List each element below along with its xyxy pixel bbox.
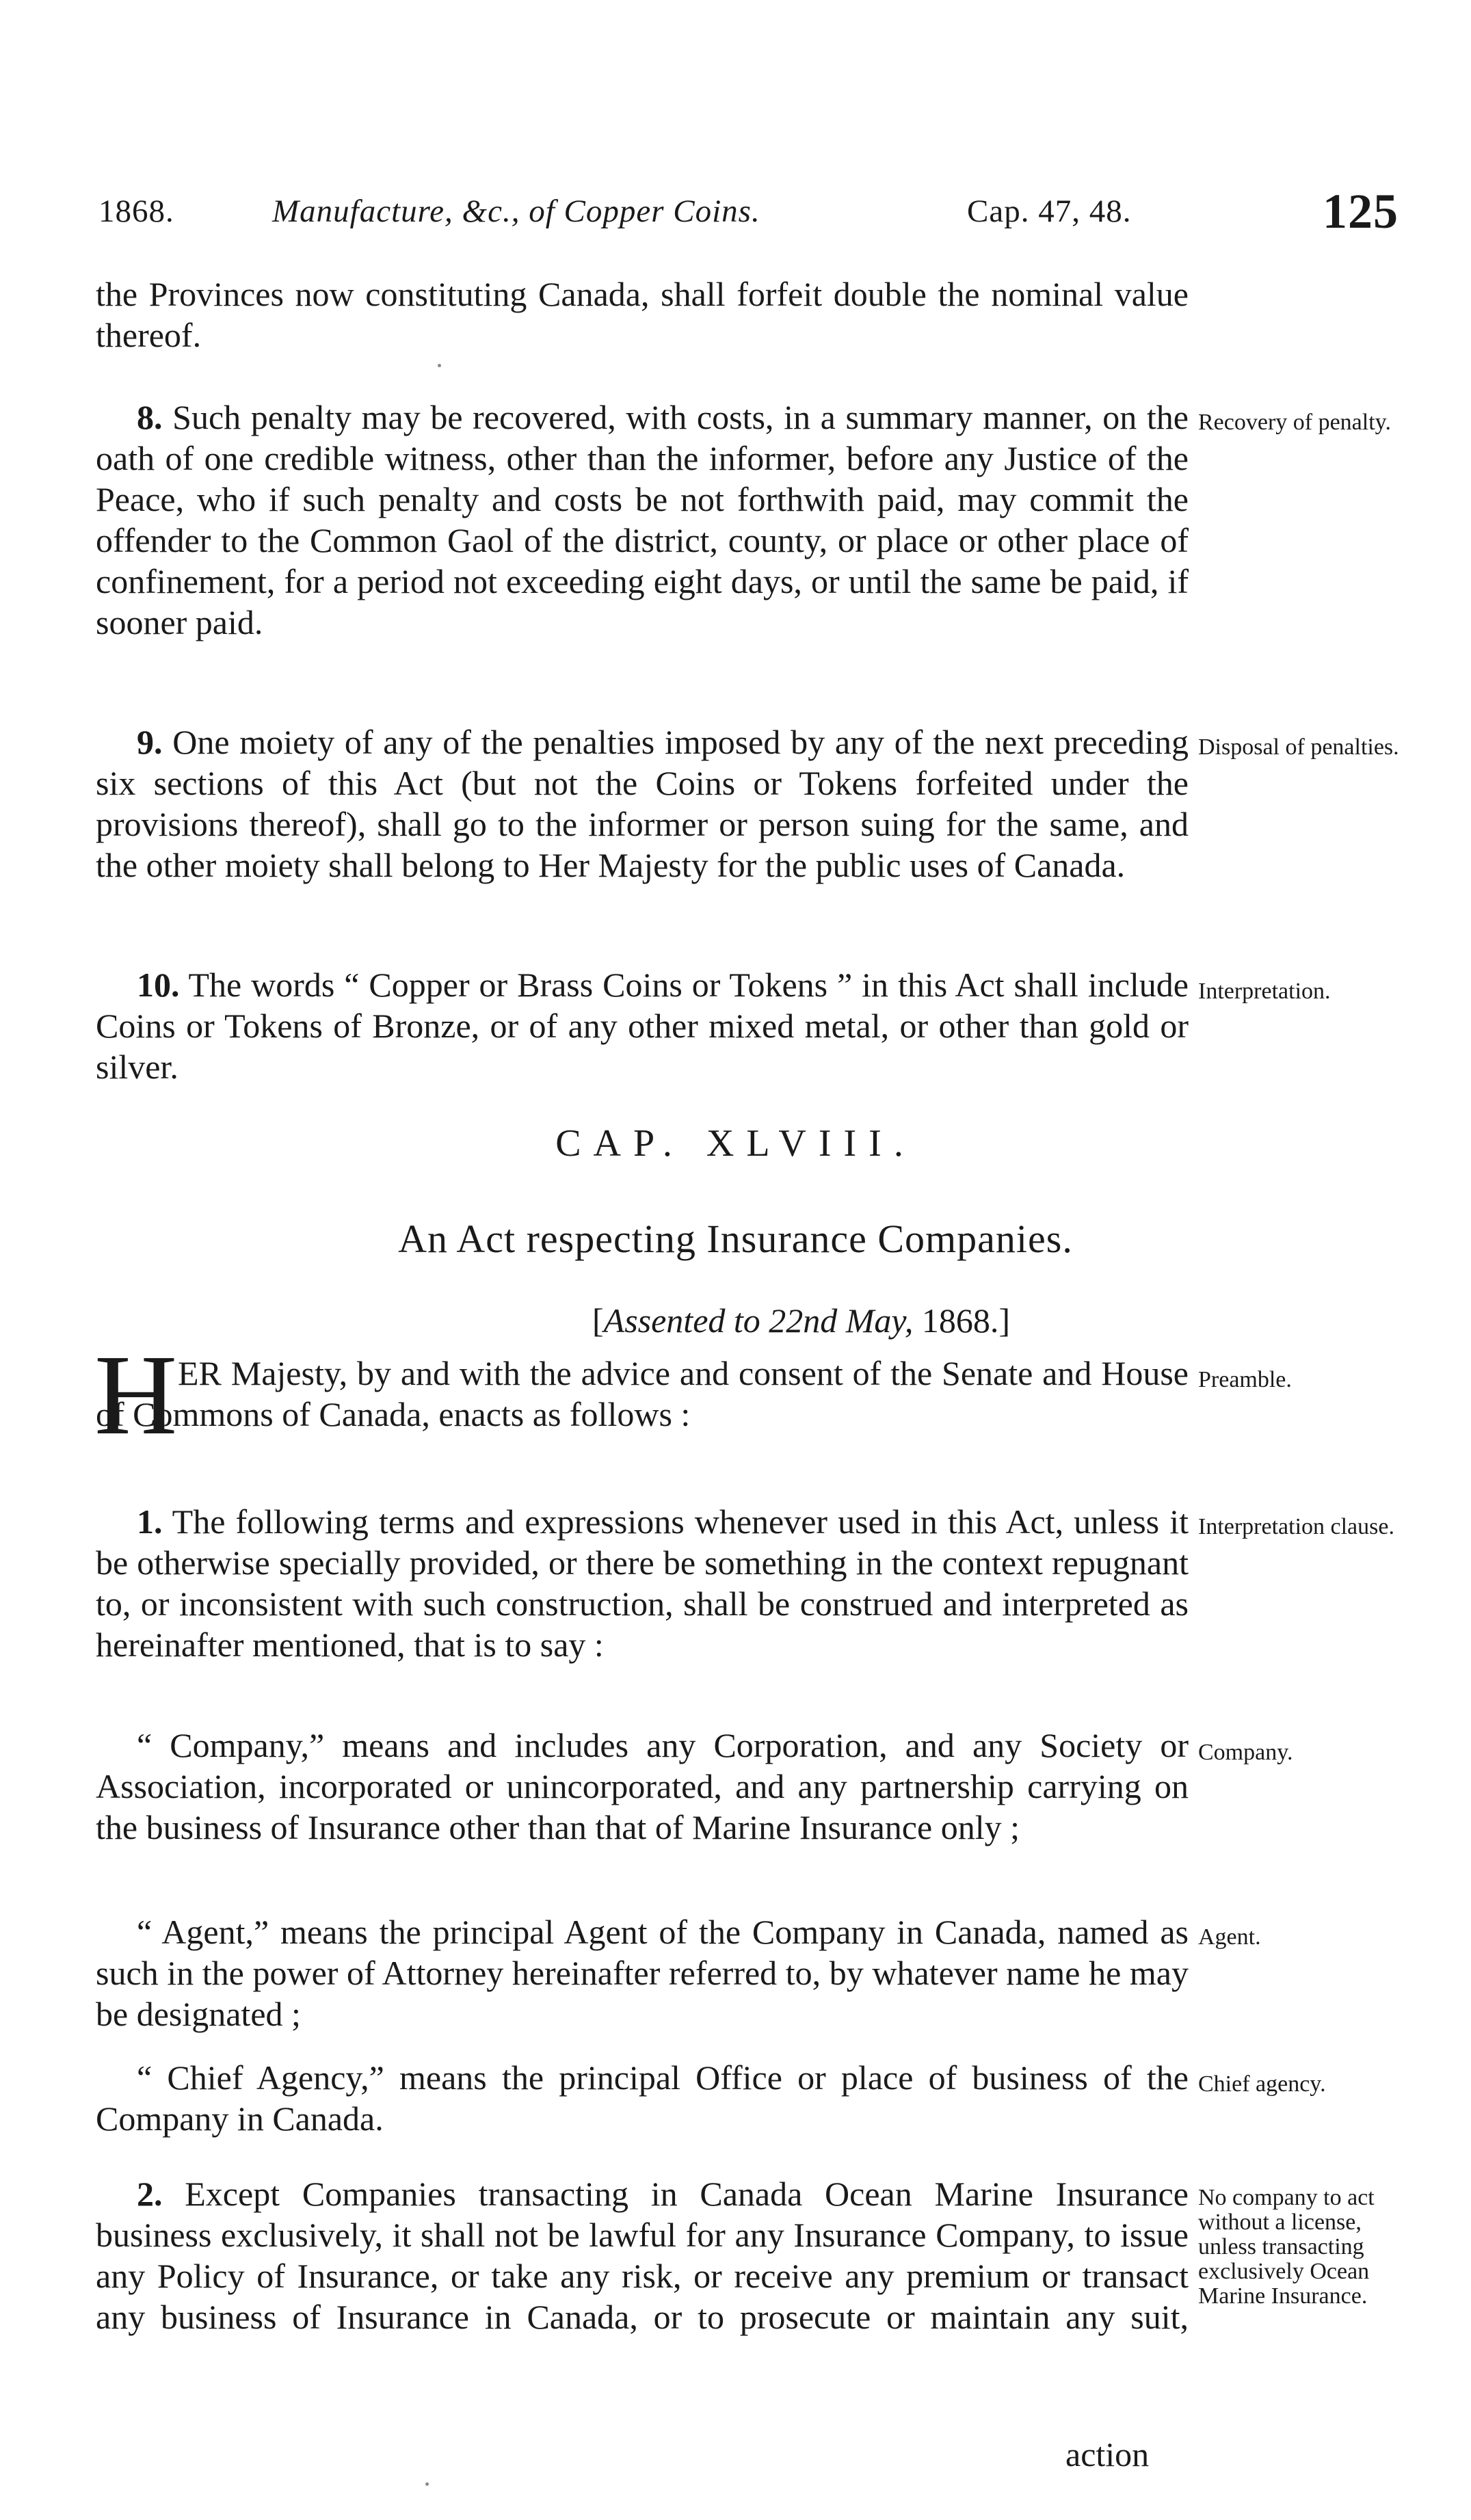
- section-9-number: 9.: [137, 723, 163, 761]
- section-9: [96, 721, 1189, 886]
- margin-note-recovery: Recovery of penalty.: [1198, 410, 1391, 435]
- header-chapter: Cap. 47, 48.: [967, 194, 1132, 229]
- margin-note-interpretation-clause: Interpretation clause.: [1198, 1514, 1394, 1539]
- assent-text: Assented to 22nd May,: [603, 1301, 914, 1340]
- margin-note-no-company: No company to act without a license, unless transacting exclusively Ocean Marine Insurance.: [1198, 2185, 1375, 2309]
- act-title: An Act respecting Insurance Companies.: [398, 1217, 1073, 1261]
- section-10-text: The words “ Copper or Brass Coins or Tokens ” in this Act shall include Coins or Tokens of Bronze, or of any other mixed metal, or other than gold or silver.: [96, 966, 1189, 1086]
- chapter-heading: CAP. XLVIII.: [555, 1122, 916, 1165]
- ink-speck: [425, 2482, 429, 2486]
- assent-date: [592, 1301, 1010, 1340]
- header-title: Manufacture, &c., of Copper Coins.: [272, 194, 760, 229]
- section-2-number: 2.: [137, 2175, 163, 2213]
- margin-note-interpretation: Interpretation.: [1198, 979, 1331, 1004]
- section-1: [96, 1501, 1189, 1665]
- definition-company: “ Company,” means and includes any Corporation, and any Society or Association, incorporated or unincorporated, and any partnership carrying on the business of Insurance other than that of Marine Insurance only ;: [96, 1726, 1189, 1846]
- definition-chief-agency: “ Chief Agency,” means the principal Office or place of business of the Company in Canada.: [96, 2058, 1189, 2138]
- section-1-number: 1.: [137, 1502, 163, 1541]
- catchword: action: [1065, 2435, 1150, 2473]
- section-8: [96, 397, 1189, 643]
- section-1-text: The following terms and expressions whenever used in this Act, unless it be otherwise specially provided, or there be something in the context repugnant to, or inconsistent with such construction, shall be construed and interpreted as hereinafter mentioned, that is to say :: [96, 1502, 1189, 1664]
- margin-note-agent: Agent.: [1198, 1924, 1261, 1950]
- preamble-dropcap: H: [94, 1331, 178, 1459]
- margin-note-chief-agency: Chief agency.: [1198, 2071, 1326, 2097]
- header-year: 1868.: [98, 194, 174, 229]
- margin-note-company: Company.: [1198, 1740, 1293, 1765]
- page-number: 125: [1323, 184, 1399, 239]
- definition-agent: “ Agent,” means the principal Agent of the Company in Canada, named as such in the power of Attorney hereinafter referred to, by whatever name he may be designated ;: [96, 1913, 1189, 2033]
- assent-open-bracket: [: [592, 1301, 604, 1340]
- margin-note-preamble: Preamble.: [1198, 1367, 1292, 1392]
- margin-note-disposal: Disposal of penalties.: [1198, 734, 1399, 760]
- section-10: [96, 964, 1189, 1087]
- preamble-text: ER Majesty, by and with the advice and consent of the Senate and House of Commons of Canada, enacts as follows :: [96, 1354, 1189, 1433]
- section-9-text: One moiety of any of the penalties imposed by any of the next preceding six sections of this Act (but not the Coins or Tokens forfeited under the provisions thereof), shall go to the informer or person suing for the same, and the other moiety shall belong to Her Majesty for the public uses of Canada.: [96, 723, 1189, 884]
- section-2: [96, 2173, 1189, 2337]
- paragraph-continuation: the Provinces now constituting Canada, shall forfeit double the nominal value thereof.: [96, 275, 1189, 354]
- ink-speck: [438, 364, 441, 367]
- section-10-number: 10.: [137, 966, 180, 1004]
- section-2-text: Except Companies transacting in Canada Ocean Marine Insurance business exclusively, it shall not be lawful for any Insurance Company, to issue any Policy of Insurance, or take any risk, or receive any premium or transact any business of Insurance in Canada, or to prosecute or maintain any suit,: [96, 2175, 1189, 2336]
- assent-year: 1868.]: [913, 1301, 1011, 1340]
- section-8-number: 8.: [137, 398, 163, 436]
- section-8-text: Such penalty may be recovered, with costs, in a summary manner, on the oath of one credible witness, other than the informer, before any Justice of the Peace, who if such penalty and costs be not forthwith paid, may commit the offender to the Common Gaol of the district, county, or place or other place of confinement, for a period not exceeding eight days, or until the same be paid, if sooner paid.: [96, 398, 1189, 641]
- running-header: [96, 183, 1399, 239]
